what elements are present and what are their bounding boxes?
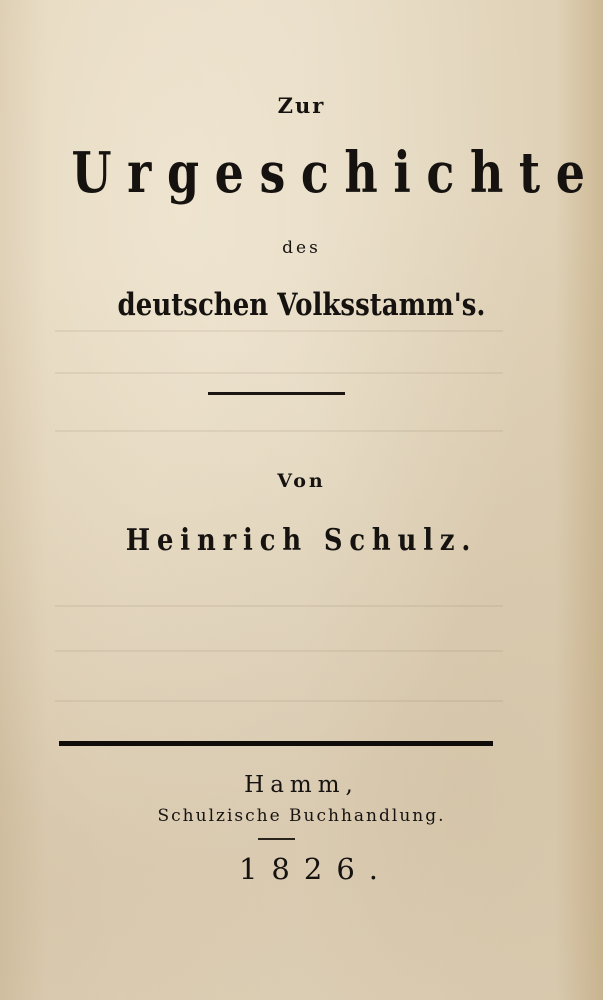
author-name: Heinrich Schulz. (125, 523, 478, 558)
publication-place: Hamm, (244, 772, 359, 798)
bleed-through-text (55, 605, 503, 607)
subtitle: deutschen Volksstamm's. (117, 287, 486, 323)
bleed-through-text (55, 330, 503, 332)
title-article: des (282, 238, 321, 258)
bleed-through-text (55, 372, 503, 374)
bleed-through-text (55, 430, 503, 432)
short-divider (208, 392, 345, 395)
bleed-through-text (55, 700, 503, 702)
publication-year: 1826. (238, 852, 393, 886)
publisher: Schulzische Buchhandlung. (157, 806, 446, 826)
by-line: Von (277, 470, 326, 492)
tiny-divider (258, 838, 295, 840)
long-divider (59, 741, 493, 746)
main-title: Urgeschichte (71, 140, 601, 206)
title-prefix: Zur (277, 93, 326, 118)
bleed-through-text (55, 650, 503, 652)
